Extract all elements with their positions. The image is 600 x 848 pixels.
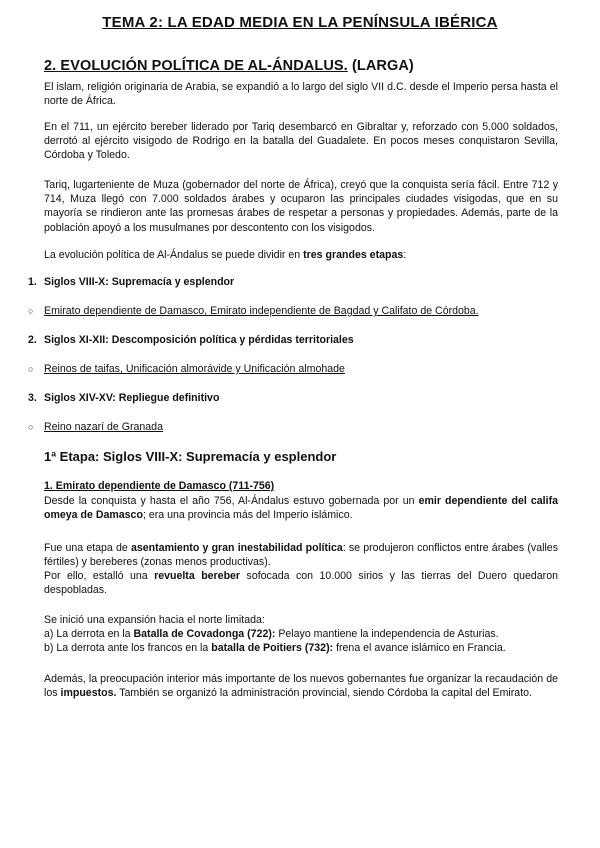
expansion-intro: Se inició una expansión hacia el norte limitada: bbox=[44, 614, 265, 626]
etapas-colon: : bbox=[403, 249, 407, 261]
text-run: Por ello, estalló una bbox=[44, 570, 155, 582]
stage-sub-label: Emirato dependiente de Damasco, Emirato independiente de Bagdad y Califato de Córdoba. bbox=[44, 305, 479, 317]
text-bold: batalla de Poitiers (732): bbox=[211, 642, 334, 654]
paragraph-etapas bbox=[44, 248, 558, 262]
circle-bullet-icon: ○ bbox=[28, 422, 34, 432]
text-run: b) La derrota ante los francos en la bbox=[44, 642, 212, 654]
stage-label: Siglos XIV-XV: Repliegue definitivo bbox=[44, 392, 220, 404]
emirato-paragraph-1 bbox=[44, 494, 558, 522]
stage-item-2 bbox=[28, 334, 354, 346]
stage-label: Siglos VIII-X: Supremacía y esplendor bbox=[44, 276, 235, 288]
etapas-text: La evolución política de Al-Ándalus se puede dividir en bbox=[44, 249, 304, 261]
stage-sub-3 bbox=[28, 421, 163, 433]
section-heading bbox=[44, 58, 414, 74]
impuestos-paragraph bbox=[44, 672, 558, 700]
paragraph-711: En el 711, un ejército bereber liderado por Tariq desembarcó en Gibraltar y, reforzado con 5.000 soldados, derrotó al ejército visigodo de Rodrigo en la batalla del Guadalete. En pocos meses conquistaron Sevilla, Córdoba y Toledo. bbox=[44, 121, 558, 162]
stage-sub-label: Reino nazarí de Granada bbox=[44, 421, 163, 433]
text-run: También se organizó la administración provincial, siendo Córdoba la capital del Emirato. bbox=[116, 687, 532, 700]
text-run: ; era una provincia más del Imperio islámico. bbox=[142, 509, 353, 522]
text-run: Además, la preocupación interior más importante de los nuevos gobernantes fue organizar la recaudación de los bbox=[44, 673, 558, 700]
etapa1-heading: 1ª Etapa: Siglos VIII-X: Supremacía y esplendor bbox=[44, 449, 337, 464]
text-run: a) La derrota en la bbox=[44, 628, 134, 640]
text-run: Pelayo mantiene la independencia de Asturias. bbox=[275, 628, 499, 640]
emirato-paragraph-2 bbox=[44, 541, 558, 569]
intro-paragraph: El islam, religión originaria de Arabia, se expandió a lo largo del siglo VII d.C. desde el Imperio persa hasta el norte de África. bbox=[44, 81, 558, 108]
stage-item-3 bbox=[28, 392, 219, 404]
stage-item-1 bbox=[28, 276, 234, 288]
stage-number: 3. bbox=[28, 392, 37, 404]
expansion-item-a bbox=[44, 627, 558, 641]
text-bold: emir dependiente del califa omeya de Damasco bbox=[44, 495, 558, 522]
stage-sub-2 bbox=[28, 363, 345, 375]
section-heading-suffix: (LARGA) bbox=[347, 58, 414, 74]
text-bold: impuestos. bbox=[60, 687, 117, 700]
circle-bullet-icon: ○ bbox=[28, 364, 34, 374]
text-run: Fue una etapa de bbox=[44, 542, 131, 554]
text-run: sofocada con 10.000 sirios y las tierras del Duero quedaron despobladas. bbox=[44, 570, 558, 597]
text-bold: asentamiento y gran inestabilidad política bbox=[131, 542, 343, 554]
text-run: Desde la conquista y hasta el año 756, Al-Ándalus estuvo gobernada por un bbox=[44, 495, 419, 507]
stage-number: 1. bbox=[28, 276, 37, 288]
text-run: : se produjeron conflictos entre árabes (valles fértiles) y bereberes (zonas menos productivas). bbox=[44, 542, 558, 569]
stage-label: Siglos XI-XII: Descomposición política y pérdidas territoriales bbox=[44, 334, 354, 346]
section-heading-text: 2. EVOLUCIÓN POLÍTICA DE AL-ÁNDALUS. bbox=[44, 58, 348, 74]
emirato-heading: 1. Emirato dependiente de Damasco (711-756) bbox=[44, 480, 275, 492]
text-bold: revuelta bereber bbox=[154, 570, 241, 582]
stage-sub-1 bbox=[28, 305, 479, 317]
emirato-paragraph-3 bbox=[44, 569, 558, 597]
document-title: TEMA 2: LA EDAD MEDIA EN LA PENÍNSULA IBÉRICA bbox=[102, 14, 498, 31]
paragraph-tariq: Tariq, lugarteniente de Muza (gobernador del norte de África), creyó que la conquista sería fácil. Entre 712 y 714, Muza llegó con 7.000 soldados árabes y ocuparon las principales ciudades visigodas, que en su mayoría se rindieron ante las promesas árabes de respetar a personas y propiedades. Además, parte de la población apoyó a los musulmanes por descontento con los visigodos. bbox=[44, 179, 558, 234]
stage-number: 2. bbox=[28, 334, 37, 346]
expansion-item-b bbox=[44, 641, 558, 655]
text-run: frena el avance islámico en Francia. bbox=[333, 642, 506, 654]
circle-bullet-icon: ○ bbox=[28, 306, 34, 316]
text-bold: Batalla de Covadonga (722): bbox=[133, 628, 276, 640]
etapas-bold: tres grandes etapas bbox=[303, 249, 404, 261]
stage-sub-label: Reinos de taifas, Unificación almorávide y Unificación almohade bbox=[44, 363, 345, 375]
